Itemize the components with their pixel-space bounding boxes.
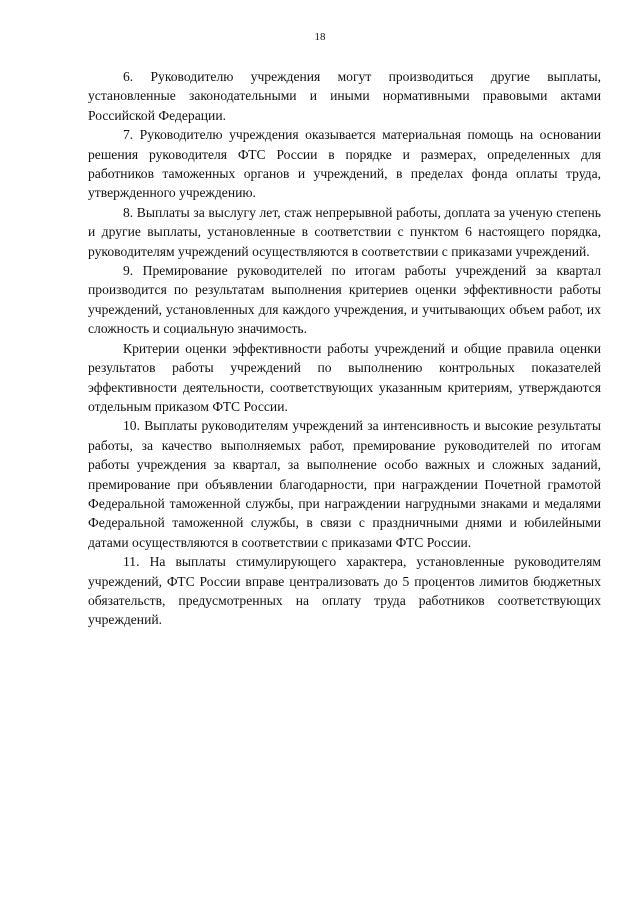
paragraph-11: 11. На выплаты стимулирующего характера, установленные руководителям учреждений, ФТС России вправе централизовать до 5 процентов лимитов бюджетных обязательств, предусмотренных на оплату труда работников соответствующих учреждений. <box>88 554 601 628</box>
paragraph-9: 9. Премирование руководителей по итогам работы учреждений за квартал производится по результатам выполнения критериев оценки эффективности работы учреждений, установленных для каждого учреждения, и учитывающих объем работ, их сложность и социальную значимость. <box>88 263 601 337</box>
page-number: 18 <box>314 31 326 43</box>
paragraph-10: 10. Выплаты руководителям учреждений за интенсивность и высокие результаты работы, за качество выполняемых работ, премирование руководителей по итогам работы учреждения за квартал, за выполнение особо важных и сложных заданий, премирование при объявлении благодарности, при награждении Почетной грамотой Федеральной таможенной службы, при награждении нагрудными знаками и медалями Федеральной таможенной службы, в связи с праздничными днями и юбилейными датами осуществляются в соответствии с приказами ФТС России. <box>88 418 601 550</box>
paragraph-8: 8. Выплаты за выслугу лет, стаж непрерывной работы, доплата за ученую степень и другие выплаты, установленные в соответствии с пунктом 6 настоящего порядка, руководителям учреждений осуществляются в соответствии с приказами учреждений. <box>88 204 601 259</box>
paragraph-6: 6. Руководителю учреждения могут производиться другие выплаты, установленные законодательными и иными нормативными правовыми актами Российской Федерации. <box>88 69 601 123</box>
paragraph-7: 7. Руководителю учреждения оказывается материальная помощь на основании решения руководителя ФТС России в порядке и размерах, определенных для работников таможенных органов и учреждений, в пределах фонда оплаты труда, утвержденного учреждению. <box>88 127 601 201</box>
document-body <box>88 67 601 630</box>
paragraph-criteria: Критерии оценки эффективности работы учреждений и общие правила оценки результатов работы учреждений по выполнению контрольных показателей эффективности деятельности, соответствующих указанным критериям, утверждаются отдельным приказом ФТС России. <box>88 340 601 414</box>
